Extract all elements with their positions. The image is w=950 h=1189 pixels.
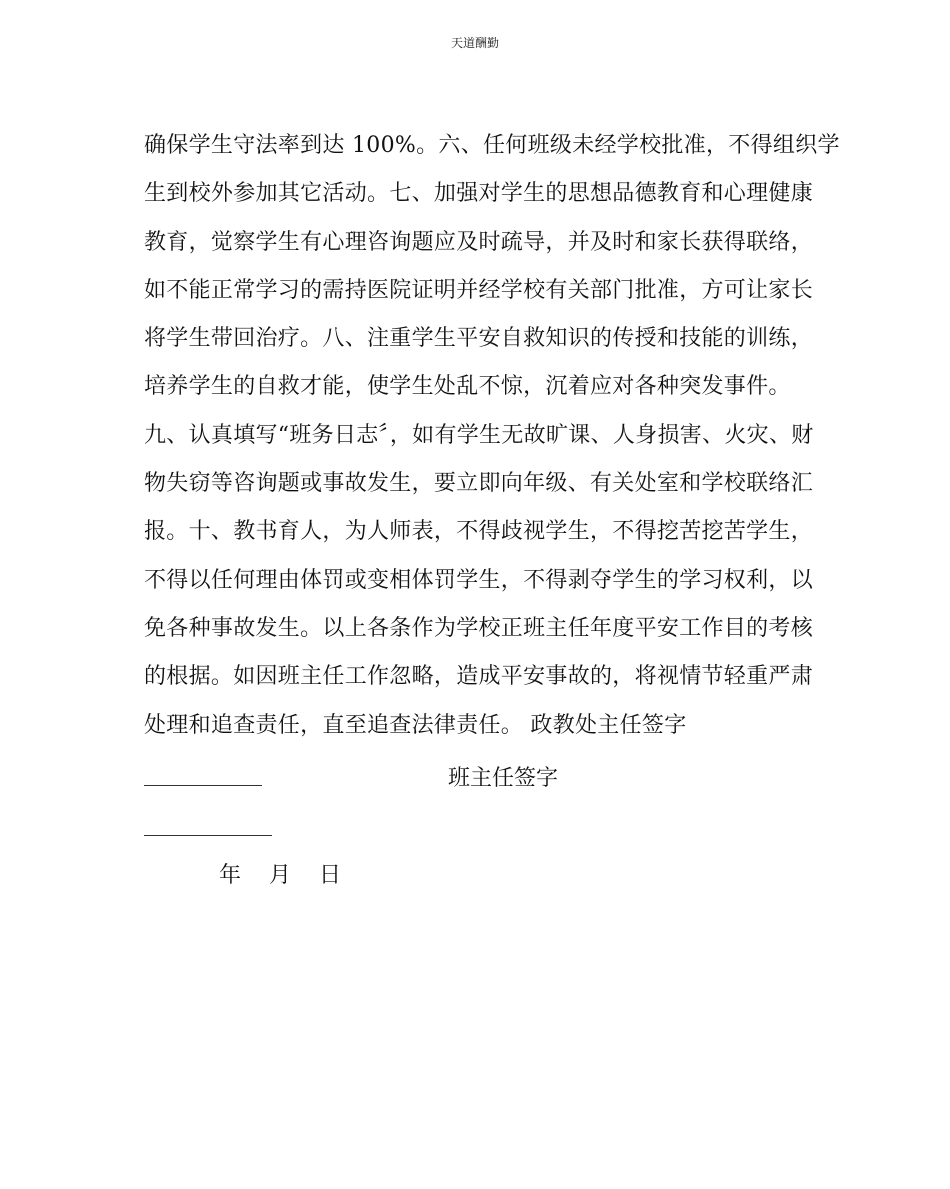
director-signature-blank: [144, 785, 262, 786]
body-line: 培养学生的自救才能，使学生处乱不惊，沉着应对各种突发事件。: [144, 374, 791, 400]
body-line: 如不能正常学习的需持医院证明并经学校有关部门批准，方可让家长: [144, 277, 814, 303]
body-line: 生到校外参加其它活动。七、加强对学生的思想品德教育和心理健康: [144, 181, 814, 207]
body-line: 物失窃等咨询题或事故发生，要立即向年级、有关处室和学校联络汇: [144, 471, 814, 497]
body-line: 确保学生守法率到达 100%。六、任何班级未经学校批准，不得组织学: [144, 133, 840, 158]
body-line: 教育，觉察学生有心理咨询题应及时疏导，并及时和家长获得联络，: [144, 229, 814, 255]
class-teacher-signature-blank: [144, 835, 272, 836]
document-body: [144, 126, 840, 754]
body-line: 的根据。如因班主任工作忽略，造成平安事故的，将视情节轻重严肃: [144, 664, 814, 690]
page-header: 天道酬勤: [450, 36, 499, 50]
body-line: 免各种事故发生。以上各条作为学校正班主任年度平安工作目的考核: [144, 615, 814, 641]
body-line: 报。十、教书育人，为人师表，不得歧视学生，不得挖苦挖苦学生，: [144, 519, 814, 545]
body-line: 将学生带回治疗。八、注重学生平安自救知识的传授和技能的训练，: [144, 326, 814, 352]
body-line: 九、认真填写“班务日志〞，如有学生无故旷课、人身损害、火灾、财: [144, 422, 814, 448]
class-teacher-signature-label: 班主任签字: [448, 766, 559, 791]
body-line: 处理和追查责任，直至追查法律责任。 政教处主任签字: [144, 712, 687, 738]
body-line: 不得以任何理由体罚或变相体罚学生，不得剥夺学生的学习权利，以: [144, 567, 814, 593]
signature-date: 年 月 日: [219, 863, 341, 888]
